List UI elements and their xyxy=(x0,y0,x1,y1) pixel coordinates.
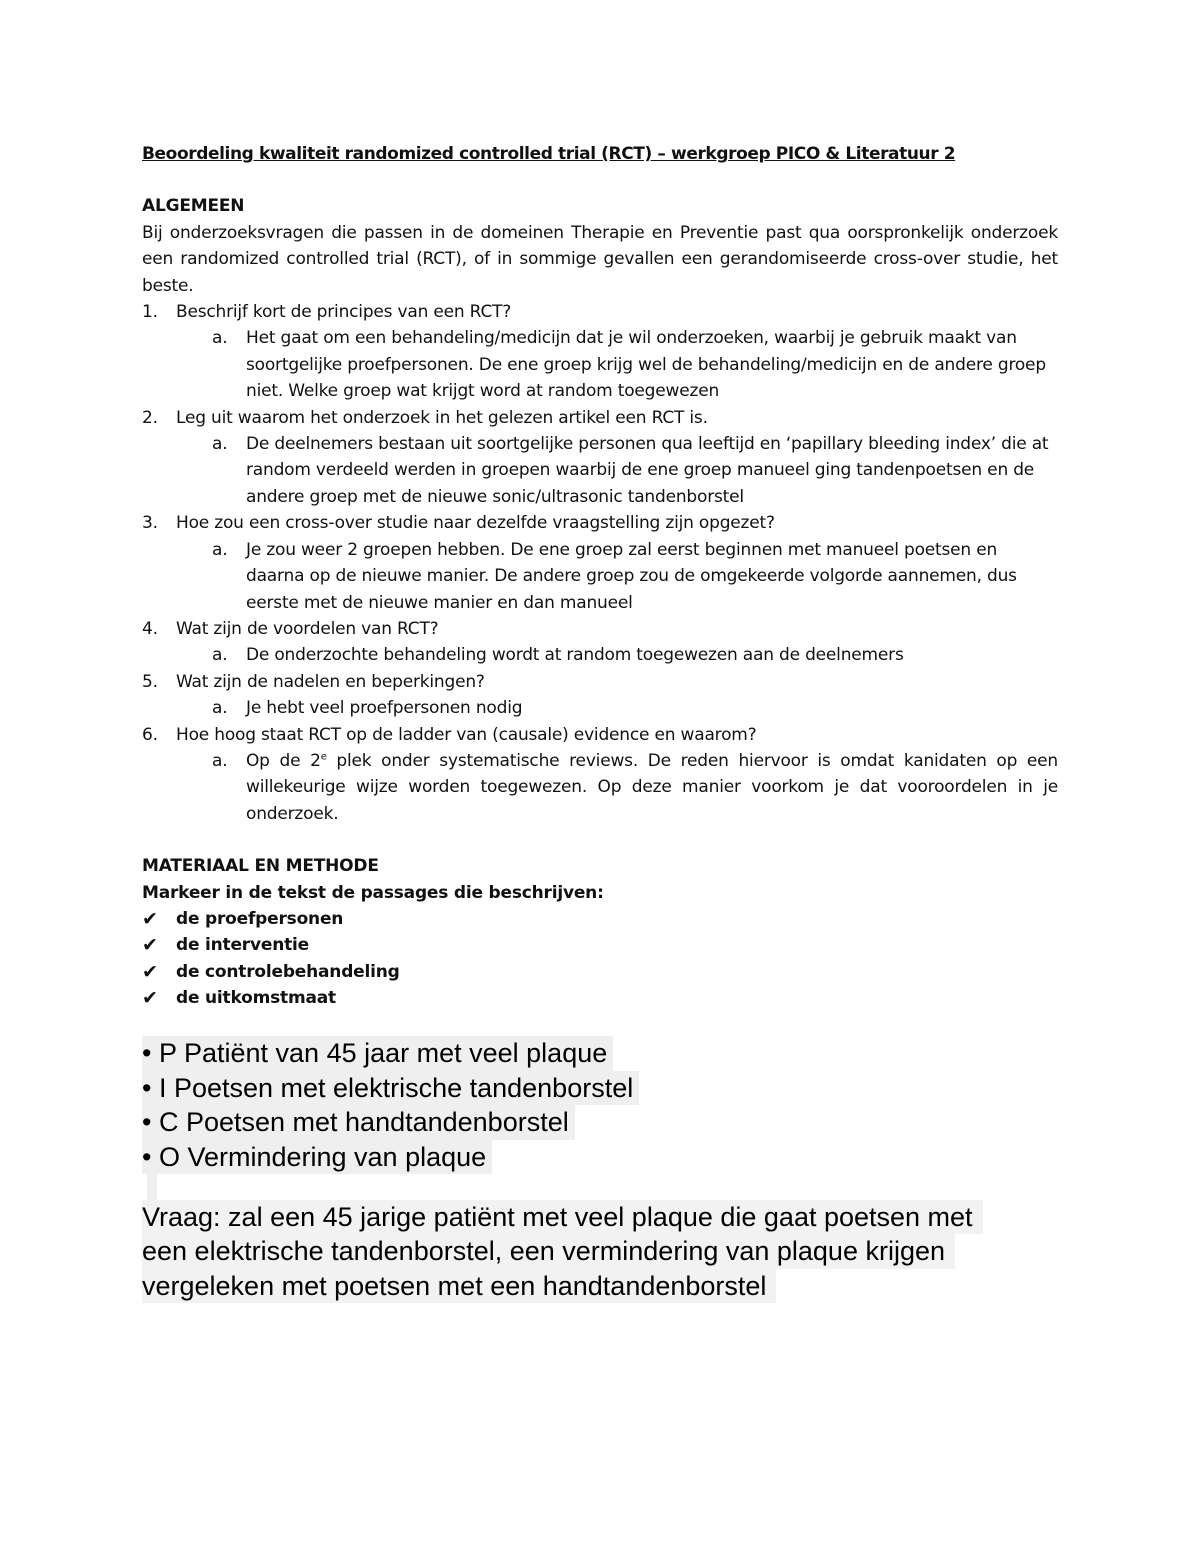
question-text: Wat zijn de nadelen en beperkingen? xyxy=(176,671,485,692)
question-item xyxy=(142,405,1058,431)
pico-item-o: • O Vermindering van plaque xyxy=(142,1140,492,1175)
answer-item xyxy=(142,695,1058,721)
pico-item-c: • C Poetsen met handtandenborstel xyxy=(142,1105,575,1140)
question-line: vergeleken met poetsen met een handtandenborstel xyxy=(142,1269,776,1303)
answer-letter: a. xyxy=(212,328,228,349)
question-item xyxy=(142,722,1058,748)
answer-letter: a. xyxy=(212,539,228,560)
methode-instruction: Markeer in de tekst de passages die beschrijven: xyxy=(142,882,604,903)
question-item xyxy=(142,616,1058,642)
intro-paragraph: Bij onderzoeksvragen die passen in de domeinen Therapie en Preventie past qua oorspronkelijk onderzoek een randomized controlled trial (RCT), of in sommige gevallen een gerandomiseerde cross-over studie, het beste. xyxy=(142,222,1058,296)
checkmark-icon: ✔ xyxy=(142,987,158,1010)
checklist-item xyxy=(142,932,1058,958)
document-body xyxy=(142,141,1058,1012)
answer-text: De onderzochte behandeling wordt at random toegewezen aan de deelnemers xyxy=(246,645,904,666)
checklist-label: de proefpersonen xyxy=(176,908,344,929)
question-number: 4. xyxy=(142,618,158,639)
answer-letter: a. xyxy=(212,750,228,771)
question-text: Leg uit waarom het onderzoek in het gelezen artikel een RCT is. xyxy=(176,407,708,428)
pico-item-i: • I Poetsen met elektrische tandenborstel xyxy=(142,1071,639,1106)
highlight-gap xyxy=(147,1174,157,1201)
document-title: Beoordeling kwaliteit randomized controlled trial (RCT) – werkgroep PICO & Literatuur 2 xyxy=(142,144,956,164)
checklist-item xyxy=(142,959,1058,985)
checkmark-icon: ✔ xyxy=(142,934,158,957)
answer-letter: a. xyxy=(212,645,228,666)
question-number: 1. xyxy=(142,302,158,323)
answer-text: Je zou weer 2 groepen hebben. De ene groep zal eerst beginnen met manueel poetsen en daarna op de nieuwe manier. De andere groep zou de omgekeerde volgorde aannemen, dus eerste met de nieuwe manier en dan manueel xyxy=(246,539,1017,613)
answer-text-rest: plek onder systematische reviews. De reden hiervoor is omdat kanidaten op een willekeurige wijze worden toegewezen. Op deze manier voorkom je dat vooroordelen in je onderzoek. xyxy=(246,750,1058,824)
answer-text xyxy=(246,748,1058,827)
question-text: Beschrijf kort de principes van een RCT? xyxy=(176,302,512,323)
answer-text: Je hebt veel proefpersonen nodig xyxy=(246,698,523,719)
answer-text-start: Op de 2 xyxy=(246,750,321,771)
research-question xyxy=(142,1200,1042,1303)
question-text: Hoe hoog staat RCT op de ladder van (causale) evidence en waarom? xyxy=(176,724,757,745)
question-text: Wat zijn de voordelen van RCT? xyxy=(176,618,439,639)
answer-item xyxy=(142,431,1058,510)
checkmark-icon: ✔ xyxy=(142,960,158,983)
question-text: Hoe zou een cross-over studie naar dezelfde vraagstelling zijn opgezet? xyxy=(176,513,775,534)
superscript: e xyxy=(320,751,327,763)
checklist-label: de controlebehandeling xyxy=(176,961,400,982)
question-item xyxy=(142,510,1058,536)
answer-letter: a. xyxy=(212,434,228,455)
question-item xyxy=(142,669,1058,695)
question-number: 6. xyxy=(142,724,158,745)
answer-item xyxy=(142,325,1058,404)
pico-item-p: • P Patiënt van 45 jaar met veel plaque xyxy=(142,1036,613,1071)
checklist-label: de uitkomstmaat xyxy=(176,988,336,1009)
checklist-item xyxy=(142,985,1058,1011)
answer-item xyxy=(142,748,1058,827)
question-number: 2. xyxy=(142,407,158,428)
answer-letter: a. xyxy=(212,698,228,719)
question-line: Vraag: zal een 45 jarige patiënt met veel plaque die gaat poetsen met xyxy=(142,1200,983,1234)
answer-item xyxy=(142,537,1058,616)
question-line: een elektrische tandenborstel, een vermindering van plaque krijgen xyxy=(142,1234,955,1268)
answer-text: Het gaat om een behandeling/medicijn dat je wil onderzoeken, waarbij je gebruik maakt van soortgelijke proefpersonen. De ene groep krijg wel de behandeling/medicijn en de andere groep niet. Welke groep wat krijgt word at random toegewezen xyxy=(246,328,1046,402)
checklist-label: de interventie xyxy=(176,935,309,956)
checklist-item xyxy=(142,906,1058,932)
checkmark-icon: ✔ xyxy=(142,907,158,930)
question-number: 5. xyxy=(142,671,158,692)
section-heading-methode: MATERIAAL EN METHODE xyxy=(142,856,379,877)
answer-text: De deelnemers bestaan uit soortgelijke personen qua leeftijd en ‘papillary bleeding index’ die at random verdeeld werden in groepen waarbij de ene groep manueel ging tandenpoetsen en de andere groep met de nieuwe sonic/ultrasonic tandenborstel xyxy=(246,434,1049,507)
answer-item xyxy=(142,642,1058,668)
section-heading-algemeen: ALGEMEEN xyxy=(142,196,245,217)
question-item xyxy=(142,299,1058,325)
question-number: 3. xyxy=(142,513,158,534)
pico-list xyxy=(142,1036,639,1201)
